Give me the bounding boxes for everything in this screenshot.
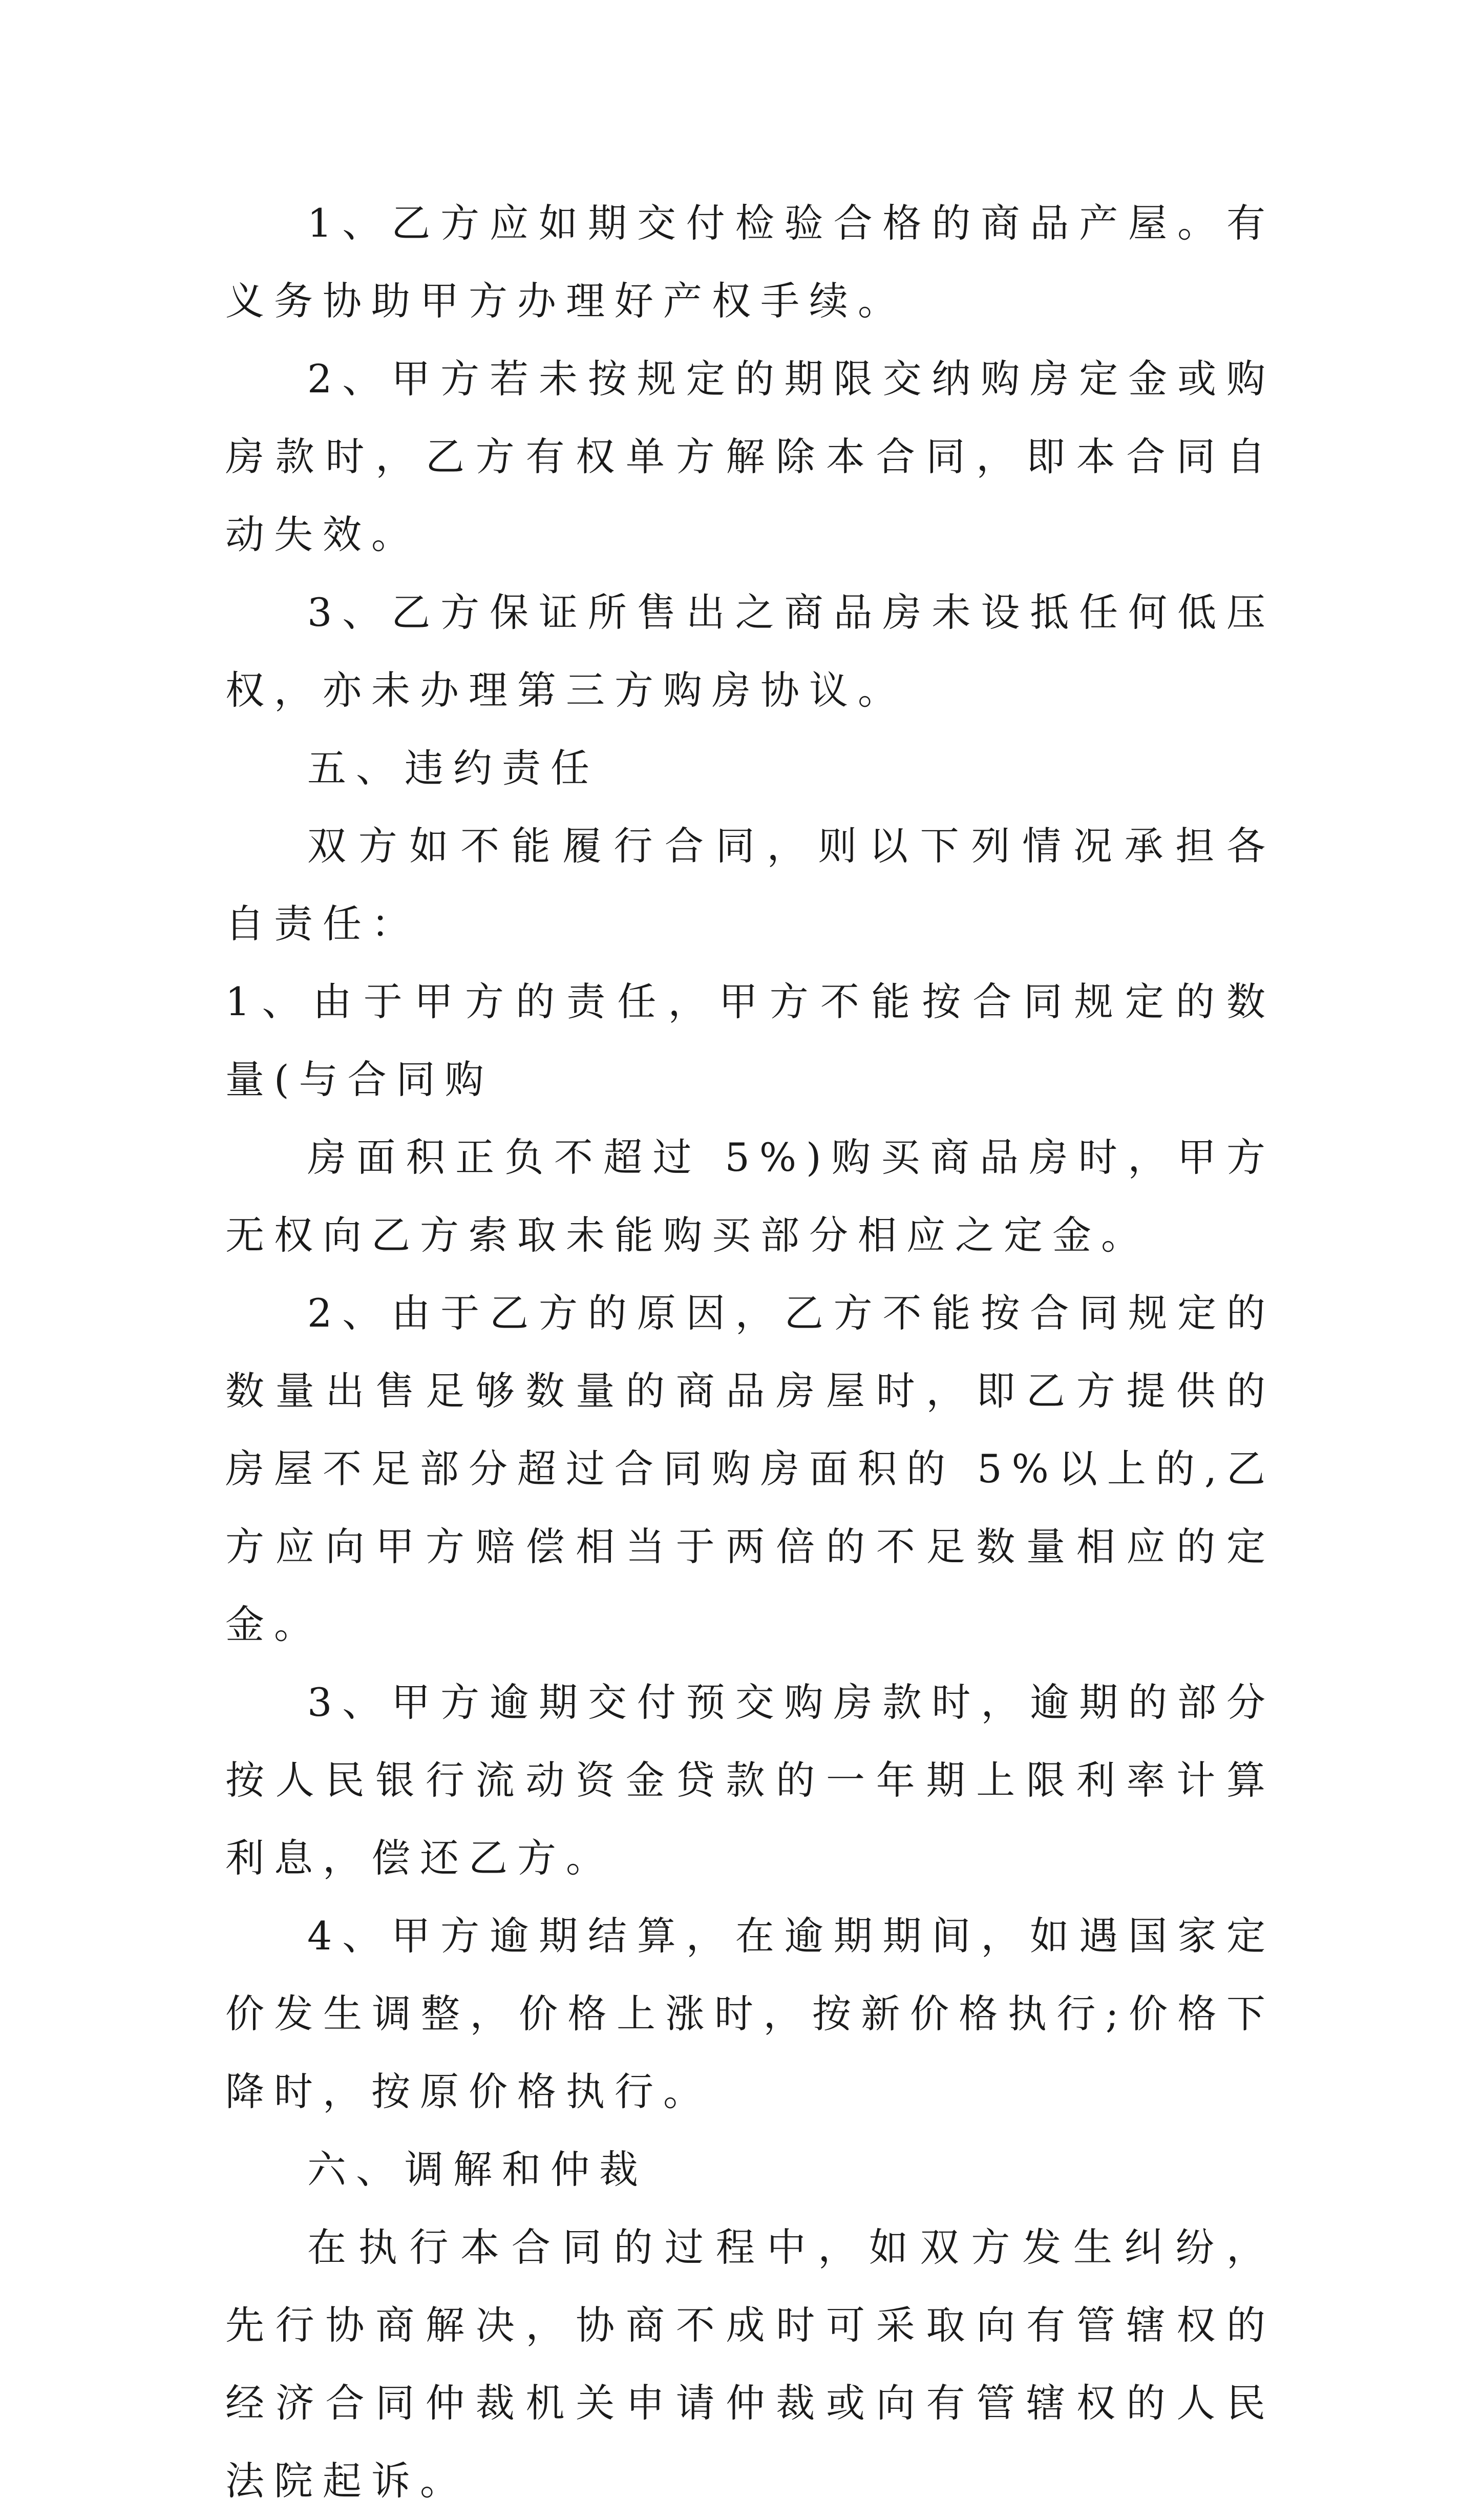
- section-heading-breach: 五、违约责任: [307, 745, 599, 791]
- breach-clause-4: 4、甲方逾期结算，在逾期期间，如遇国家定价发生调整，价格上涨时，按新价格执行;价格下降时，按原价格执行。: [225, 1913, 1275, 2114]
- breach-clause-3: 3、甲方逾期交付预交购房款时，逾期的部分按人民银行流动资金贷款的一年期上限利率计算利息，偿还乙方。: [225, 1679, 1275, 1881]
- clause-1-delivery: 1、乙方应如期交付检验合格的商品产屋。有义务协助甲方办理好产权手续。: [225, 200, 1275, 324]
- breach-clause-1-start: 1、由于甲方的责任，甲方不能按合同规定的数量(与合同购: [225, 979, 1275, 1102]
- breach-clause-2: 2、由于乙方的原因，乙方不能按合同规定的数量出售足够数量的商品房屋时，即乙方提供的房屋不足部分超过合同购房面积的 5%以上的,乙方应向甲方赔偿相当于两倍的不足数量相应的定金。: [225, 1290, 1275, 1647]
- clause-3-guarantee: 3、乙方保证所售出之商品房未设抵任何低压权，亦未办理第三方购房协议。: [225, 590, 1275, 713]
- breach-clause-1-cont: 房面积正负不超过 5%)购买商品房时，甲方无权向乙方索取未能购买部分相应之定金。: [225, 1135, 1275, 1258]
- clause-2-termination: 2、甲方若未按规定的期限交纳购房定金或购房款时，乙方有权单方解除本合同，即本合同自动失效。: [225, 356, 1275, 557]
- arbitration-clause: 在执行本合同的过程中，如双方发生纠纷，先行协商解决，协商不成时可采取向有管辖权的经济合同仲裁机关申请仲裁或向有管辖权的人民法院起诉。: [225, 2224, 1275, 2504]
- breach-intro: 双方如不能履行合同，则以下列情况承担各自责任：: [225, 823, 1275, 947]
- section-heading-arbitration: 六、调解和仲裁: [307, 2147, 648, 2192]
- document-body: [225, 184, 1275, 2520]
